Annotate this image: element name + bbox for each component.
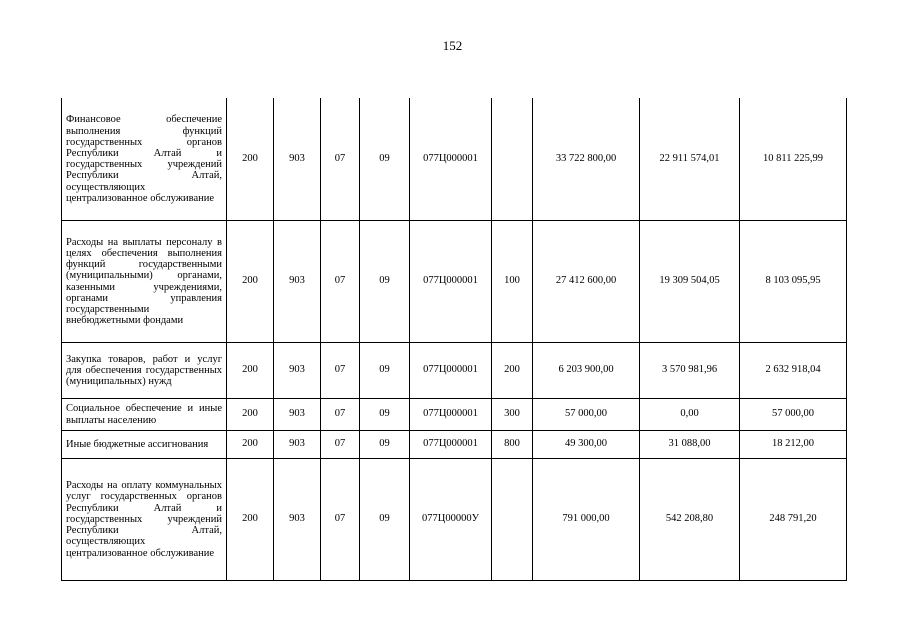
- section-code: 07: [321, 398, 360, 430]
- remainder-amount: 57 000,00: [740, 398, 847, 430]
- ministry-code: 903: [274, 458, 321, 580]
- table-row: [62, 220, 847, 342]
- plan-amount: 57 000,00: [533, 398, 640, 430]
- executed-amount: 22 911 574,01: [640, 98, 740, 220]
- expense-type-code: [492, 458, 533, 580]
- admin-code: 200: [227, 98, 274, 220]
- expense-type-code: 200: [492, 342, 533, 398]
- row-name: Социальное обеспечение и иные выплаты населению: [62, 398, 227, 430]
- section-code: 07: [321, 342, 360, 398]
- subsection-code: 09: [360, 458, 410, 580]
- page-number: 152: [442, 38, 463, 53]
- budget-table: [61, 98, 847, 581]
- expense-type-code: 800: [492, 430, 533, 458]
- subsection-code: 09: [360, 342, 410, 398]
- section-code: 07: [321, 220, 360, 342]
- ministry-code: 903: [274, 220, 321, 342]
- remainder-amount: 10 811 225,99: [740, 98, 847, 220]
- admin-code: 200: [227, 220, 274, 342]
- section-code: 07: [321, 430, 360, 458]
- admin-code: 200: [227, 342, 274, 398]
- plan-amount: 49 300,00: [533, 430, 640, 458]
- expense-type-code: 300: [492, 398, 533, 430]
- target-code: 077Ц000001: [410, 98, 492, 220]
- plan-amount: 33 722 800,00: [533, 98, 640, 220]
- remainder-amount: 2 632 918,04: [740, 342, 847, 398]
- plan-amount: 791 000,00: [533, 458, 640, 580]
- ministry-code: 903: [274, 342, 321, 398]
- target-code: 077Ц000001: [410, 220, 492, 342]
- row-name: Расходы на оплату коммунальных услуг государственных органов Республики Алтай и государственных учреждений Республики Алтай, осуществляющих централизованное обслуживание: [62, 458, 227, 580]
- table-row: [62, 342, 847, 398]
- subsection-code: 09: [360, 98, 410, 220]
- section-code: 07: [321, 98, 360, 220]
- table-row: [62, 398, 847, 430]
- admin-code: 200: [227, 458, 274, 580]
- executed-amount: 3 570 981,96: [640, 342, 740, 398]
- section-code: 07: [321, 458, 360, 580]
- executed-amount: 19 309 504,05: [640, 220, 740, 342]
- subsection-code: 09: [360, 430, 410, 458]
- table-row: [62, 98, 847, 220]
- plan-amount: 6 203 900,00: [533, 342, 640, 398]
- executed-amount: 31 088,00: [640, 430, 740, 458]
- plan-amount: 27 412 600,00: [533, 220, 640, 342]
- target-code: 077Ц000001: [410, 398, 492, 430]
- target-code: 077Ц00000У: [410, 458, 492, 580]
- executed-amount: 542 208,80: [640, 458, 740, 580]
- row-name: Расходы на выплаты персоналу в целях обеспечения выполнения функций государственными (муниципальными) органами, казенными учреждениями, органами управления государственными внебюджетными фондами: [62, 220, 227, 342]
- target-code: 077Ц000001: [410, 342, 492, 398]
- ministry-code: 903: [274, 98, 321, 220]
- ministry-code: 903: [274, 398, 321, 430]
- expense-type-code: [492, 98, 533, 220]
- table-row: [62, 458, 847, 580]
- row-name: Иные бюджетные ассигнования: [62, 430, 227, 458]
- remainder-amount: 248 791,20: [740, 458, 847, 580]
- subsection-code: 09: [360, 220, 410, 342]
- subsection-code: 09: [360, 398, 410, 430]
- row-name: Финансовое обеспечение выполнения функций государственных органов Республики Алтай и государственных учреждений Республики Алтай, осуществляющих централизованное обслуживание: [62, 98, 227, 220]
- admin-code: 200: [227, 430, 274, 458]
- remainder-amount: 8 103 095,95: [740, 220, 847, 342]
- remainder-amount: 18 212,00: [740, 430, 847, 458]
- target-code: 077Ц000001: [410, 430, 492, 458]
- expense-type-code: 100: [492, 220, 533, 342]
- row-name: Закупка товаров, работ и услуг для обеспечения государственных (муниципальных) нужд: [62, 342, 227, 398]
- executed-amount: 0,00: [640, 398, 740, 430]
- admin-code: 200: [227, 398, 274, 430]
- ministry-code: 903: [274, 430, 321, 458]
- table-row: [62, 430, 847, 458]
